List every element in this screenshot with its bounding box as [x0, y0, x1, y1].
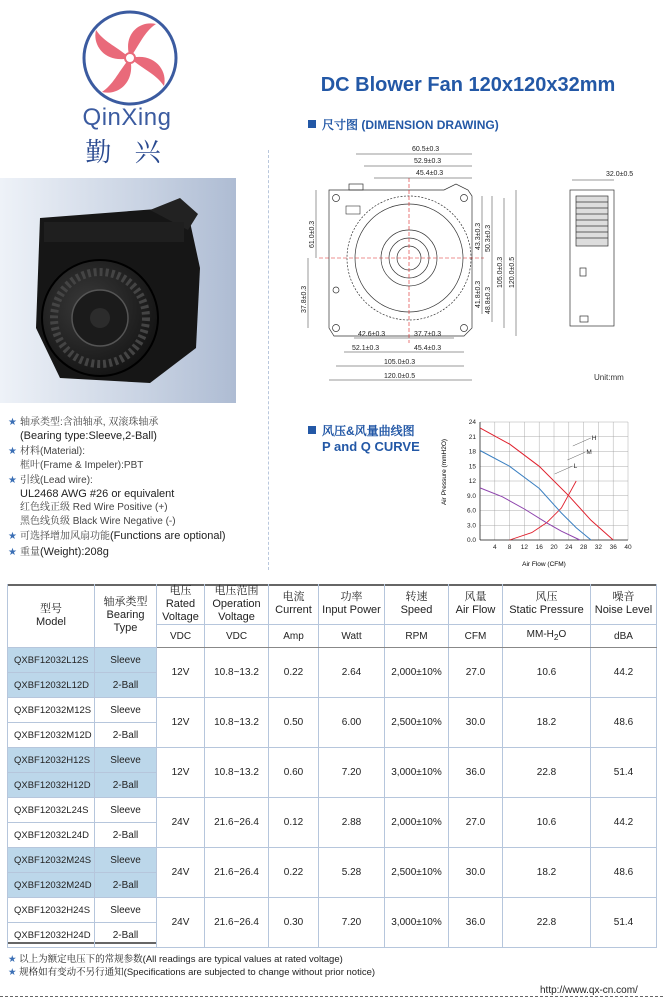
spec-functions-cn: 可选择增加风扇功能	[20, 531, 110, 542]
table-cell: 10.8~13.2	[205, 698, 269, 748]
header-cn: 风压	[535, 591, 558, 603]
dimension-heading-cn: 尺寸图	[322, 118, 359, 132]
table-cell: 30.0	[449, 698, 503, 748]
pq-curve-chart	[436, 414, 636, 570]
product-photo-panel	[0, 178, 236, 403]
table-cell: 2-Ball	[95, 723, 157, 748]
chart-xlabel: Air Flow (CFM)	[522, 561, 566, 568]
table-row	[8, 748, 657, 773]
table-cell: 10.8~13.2	[205, 748, 269, 798]
dim-label: 42.6±0.3	[358, 331, 386, 338]
unit-cell: Amp	[269, 625, 319, 648]
spec-weight	[8, 546, 258, 560]
column-separator	[268, 150, 269, 570]
table-cell: 12V	[157, 648, 205, 698]
table-cell: QXBF12032L24D	[8, 823, 95, 848]
table-cell: 2-Ball	[95, 923, 157, 948]
spec-material-cn: 材料(Material):	[20, 446, 86, 457]
header-en: Model	[36, 615, 66, 628]
star-bullet-icon: ★	[8, 417, 17, 428]
unit-cell: VDC	[157, 625, 205, 648]
table-cell: 2,000±10%	[385, 798, 449, 848]
table-cell: 18.2	[503, 848, 591, 898]
table-cell: 2,500±10%	[385, 698, 449, 748]
x-tick-label: 36	[609, 544, 617, 551]
table-header-cell	[8, 584, 95, 648]
header-en: Bearing Type	[106, 609, 145, 634]
table-row	[8, 698, 657, 723]
page-title: DC Blower Fan 120x120x32mm	[320, 74, 616, 96]
table-cell: QXBF12032L12S	[8, 648, 95, 673]
x-tick-label: 16	[535, 544, 543, 551]
footnote-text: 以上为额定电压下的常规参数(All readings are typical values at rated voltage)	[19, 954, 343, 965]
dim-label: 120.0±0.5	[509, 256, 516, 288]
table-header-cell	[503, 584, 591, 625]
chart-series	[480, 428, 613, 540]
header-cn: 电流	[282, 591, 305, 603]
pq-heading-cn: 风压&风量曲线图	[322, 424, 415, 438]
x-tick-label: 28	[579, 544, 588, 551]
dim-label: 45.4±0.3	[414, 345, 442, 352]
table-cell: 27.0	[449, 798, 503, 848]
table-cell: QXBF12032M12D	[8, 723, 95, 748]
table-cell: 2-Ball	[95, 673, 157, 698]
table-cell: 12V	[157, 748, 205, 798]
table-cell: 0.60	[269, 748, 319, 798]
blower-fan-image	[0, 178, 236, 403]
table-header-cell	[449, 584, 503, 625]
table-cell: QXBF12032H24D	[8, 923, 95, 948]
table-row	[8, 798, 657, 823]
spec-functions-en: (Functions are optional)	[110, 530, 226, 542]
series-label-leader	[555, 466, 573, 474]
table-cell: 21.6~26.4	[205, 798, 269, 848]
star-bullet-icon: ★	[8, 546, 17, 558]
header-cn: 噪音	[612, 591, 635, 603]
table-cell: QXBF12032M12S	[8, 698, 95, 723]
dim-label: 52.9±0.3	[414, 158, 442, 165]
table-cell: 22.8	[503, 748, 591, 798]
table-cell: Sleeve	[95, 848, 157, 873]
table-header-cell	[269, 584, 319, 625]
spec-lead-en: UL2468 AWG #26 or equivalent	[20, 487, 175, 500]
header-en: Operation Voltage	[212, 597, 261, 623]
table-header-cell	[157, 584, 205, 625]
x-tick-label: 40	[624, 544, 632, 551]
series-label: L	[573, 463, 578, 470]
table-header-cell	[205, 584, 269, 625]
brand-name-cn: 勤 兴	[85, 137, 169, 167]
table-cell: 2.88	[319, 798, 385, 848]
table-cell: 36.0	[449, 898, 503, 948]
table-cell: Sleeve	[95, 698, 157, 723]
dim-label: 32.0±0.5	[606, 171, 634, 178]
footnote-text: 规格如有变动不另行通知(Specifications are subjected to change without prior notice)	[19, 967, 376, 978]
unit-cell: dBA	[591, 625, 657, 648]
table-cell: 10.6	[503, 798, 591, 848]
dim-label: 61.0±0.3	[309, 220, 316, 248]
table-body	[8, 648, 657, 948]
footnotes	[8, 953, 375, 979]
dim-label: 120.0±0.5	[384, 373, 416, 380]
star-bullet-icon: ★	[8, 475, 17, 486]
table-cell: 21.6~26.4	[205, 848, 269, 898]
table-cell: 51.4	[591, 748, 657, 798]
star-bullet-icon: ★	[8, 967, 20, 978]
table-cell: 0.12	[269, 798, 319, 848]
table-cell: QXBF12032L12D	[8, 673, 95, 698]
header-en: Rated Voltage	[162, 597, 199, 623]
table-cell: 36.0	[449, 748, 503, 798]
table-cell: 48.6	[591, 848, 657, 898]
star-bullet-icon: ★	[8, 954, 20, 965]
header-cn: 功率	[340, 591, 363, 603]
table-cell: Sleeve	[95, 898, 157, 923]
spec-functions	[8, 530, 258, 544]
y-tick-label: 6.0	[466, 507, 476, 515]
table-header-cell	[385, 584, 449, 625]
table-cell: 3,000±10%	[385, 898, 449, 948]
y-tick-label: 24	[468, 419, 476, 427]
table-cell: QXBF12032H12S	[8, 748, 95, 773]
dim-label: 60.5±0.3	[412, 146, 440, 153]
table-cell: 2,000±10%	[385, 648, 449, 698]
website-link[interactable]: http://www.qx-cn.com/	[540, 985, 638, 996]
header-cn: 风量	[464, 591, 487, 603]
unit-cell: VDC	[205, 625, 269, 648]
header-cn: 电压	[169, 584, 192, 597]
table-cell: QXBF12032L24S	[8, 798, 95, 823]
table-cell: 44.2	[591, 798, 657, 848]
header-cn: 轴承类型	[103, 596, 148, 608]
table-cell: QXBF12032H24S	[8, 898, 95, 923]
unit-cell: Watt	[319, 625, 385, 648]
table-cell: 0.22	[269, 648, 319, 698]
table-cell: Sleeve	[95, 748, 157, 773]
spec-weight-en: (Weight):208g	[40, 545, 109, 558]
unit-cell: CFM	[449, 625, 503, 648]
spec-material-sub: 框叶(Frame & Impeler):PBT	[20, 459, 144, 471]
spec-material	[8, 445, 258, 472]
series-label-leader	[573, 438, 591, 446]
table-cell: 18.2	[503, 698, 591, 748]
table-cell: 51.4	[591, 898, 657, 948]
table-cell: 0.50	[269, 698, 319, 748]
spec-bearing	[8, 416, 258, 443]
dimension-heading	[308, 116, 499, 133]
table-cell: 24V	[157, 848, 205, 898]
y-tick-label: 18	[468, 448, 476, 456]
bottom-rule	[0, 996, 663, 997]
header-cn: 电压范围	[214, 584, 259, 597]
y-tick-label: 15	[468, 463, 476, 471]
table-cell: 2,500±10%	[385, 848, 449, 898]
series-label-leader	[567, 452, 585, 460]
table-cell: 48.6	[591, 698, 657, 748]
table-cell: 3,000±10%	[385, 748, 449, 798]
table-row	[8, 848, 657, 873]
spec-lead-cn: 引线(Lead wire):	[20, 475, 93, 486]
dim-label: 105.0±0.3	[384, 359, 416, 366]
x-tick-label: 24	[565, 544, 573, 551]
table-cell: 30.0	[449, 848, 503, 898]
table-row	[8, 898, 657, 923]
spec-list	[8, 416, 258, 561]
dim-label: 52.1±0.3	[352, 345, 380, 352]
footnote	[8, 966, 375, 979]
header-en: Input Power	[322, 604, 381, 616]
table-cell: 5.28	[319, 848, 385, 898]
table-cell: Sleeve	[95, 648, 157, 673]
x-tick-label: 8	[507, 544, 512, 551]
table-cell: 6.00	[319, 698, 385, 748]
unit-cell	[503, 625, 591, 648]
brand-name-en: QinXing	[82, 104, 172, 131]
spec-bearing-en: (Bearing type:Sleeve,2-Ball)	[20, 429, 157, 442]
x-tick-label: 32	[594, 544, 603, 551]
table-cell: 24V	[157, 898, 205, 948]
table-cell: Sleeve	[95, 798, 157, 823]
y-tick-label: 9.0	[466, 492, 476, 500]
dim-label: 105.0±0.3	[497, 256, 504, 288]
unit-cell: RPM	[385, 625, 449, 648]
dimension-drawing	[294, 138, 654, 388]
dimension-heading-en: (DIMENSION DRAWING)	[361, 118, 499, 132]
table-cell: 7.20	[319, 898, 385, 948]
y-tick-label: 12	[468, 478, 476, 486]
spec-lead-black: 黑色线负级 Black Wire Negative (-)	[20, 515, 176, 527]
chart-axes	[467, 419, 632, 551]
table-cell: QXBF12032H12D	[8, 773, 95, 798]
square-bullet-icon	[308, 426, 316, 434]
header-cn: 型号	[40, 602, 62, 615]
table-cell: 21.6~26.4	[205, 898, 269, 948]
series-label: M	[586, 449, 592, 456]
table-cell: 2-Ball	[95, 823, 157, 848]
table-row	[8, 648, 657, 673]
header-cn: 转速	[405, 591, 428, 603]
dim-label: 37.8±0.3	[301, 285, 308, 313]
table-cell: 7.20	[319, 748, 385, 798]
y-tick-label: 21	[468, 433, 476, 441]
spec-table	[7, 584, 657, 948]
dim-label: 37.7±0.3	[414, 331, 442, 338]
table-cell: 12V	[157, 698, 205, 748]
table-header-cell	[319, 584, 385, 625]
star-bullet-icon: ★	[8, 446, 17, 457]
table-cell: 24V	[157, 798, 205, 848]
header-en: Noise Level	[594, 604, 653, 616]
table-cell: 22.8	[503, 898, 591, 948]
table-cell: 2.64	[319, 648, 385, 698]
spec-lead-red: 红色线正级 Red Wire Positive (+)	[20, 502, 168, 513]
dim-label: 41.8±0.3	[475, 280, 482, 308]
table-cell: 10.6	[503, 648, 591, 698]
header-en: Speed	[400, 604, 433, 616]
dim-label: 50.3±0.3	[485, 224, 492, 252]
table-cell: 27.0	[449, 648, 503, 698]
square-bullet-icon	[308, 120, 316, 128]
table-cell: 2-Ball	[95, 873, 157, 898]
series-label: H	[591, 435, 597, 442]
unit-text: O	[558, 629, 567, 640]
spec-lead-wire	[8, 474, 258, 528]
star-bullet-icon: ★	[8, 531, 17, 542]
table-cell: 0.22	[269, 848, 319, 898]
table-cell: 2-Ball	[95, 773, 157, 798]
header-en: Air Flow	[455, 604, 496, 616]
table-cell: 44.2	[591, 648, 657, 698]
table-header-cell	[95, 584, 157, 648]
footnote	[8, 953, 375, 966]
chart-ylabel: Air Pressure (mmH2O)	[441, 438, 448, 506]
y-tick-label: 0.0	[466, 537, 476, 545]
spec-weight-cn: 重量	[20, 546, 40, 558]
unit-label: Unit:mm	[594, 373, 624, 382]
x-tick-label: 12	[520, 544, 529, 551]
dim-label: 43.3±0.3	[475, 222, 482, 250]
table-header-cell	[591, 584, 657, 625]
unit-subscript: 2	[553, 632, 559, 642]
table-header-row	[8, 584, 657, 625]
table-cell: 0.30	[269, 898, 319, 948]
pq-heading	[308, 422, 420, 454]
spec-bearing-cn: 轴承类型:含油轴承, 双滚珠轴承	[20, 417, 159, 428]
y-tick-label: 3.0	[466, 522, 476, 530]
pq-heading-en: P and Q CURVE	[322, 439, 420, 454]
dim-label: 48.8±0.3	[485, 286, 492, 314]
dim-label: 45.4±0.3	[416, 170, 444, 177]
unit-text: MM-H	[526, 629, 554, 640]
x-tick-label: 20	[550, 544, 558, 551]
header-en: Static Pressure	[509, 604, 584, 616]
x-tick-label: 4	[492, 544, 497, 551]
table-cell: QXBF12032M24S	[8, 848, 95, 873]
table-cell: QXBF12032M24D	[8, 873, 95, 898]
table-cell: 10.8~13.2	[205, 648, 269, 698]
header-en: Current	[275, 604, 312, 616]
